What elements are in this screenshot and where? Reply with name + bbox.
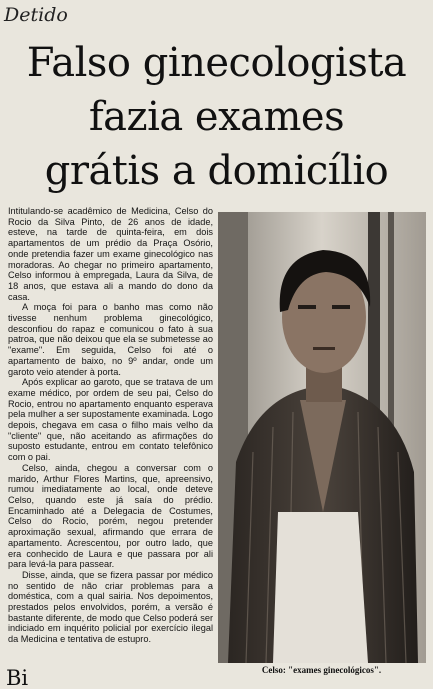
headline-line-3: grátis a domicílio [44, 148, 389, 194]
portrait-photo [218, 212, 426, 663]
article-paragraph-2: A moça foi para o banho mas como não tivesse nenhum problema ginecológico, desconfiou do rapaz e comunicou o fato à sua patroa, que não deixou que ela se submetesse ao "exame". Em seguida, Celso foi até o apartamento de baixo, no 9º andar, onde um garoto veio atender à porta. [8, 302, 213, 377]
article-paragraph-5: Disse, ainda, que se fizera passar por médico no sentido de não criar problemas para a doméstica, com a qual sairia. Nos depoimentos, prestados pelos envolvidos, porém, a versão é bastante diferente, de modo que Celso poderá ser indiciado em inquérito policial por exercício ilegal da Medicina e tentativa de estupro. [8, 569, 213, 645]
article-paragraph-4: Celso, ainda, chegou a conversar com o marido, Arthur Flores Martins, que, apreensivo, rumou imediatamente ao local, onde deteve Celso, quando este já saía do prédio. Encaminhado até a Delegacia de Costumes, Celso do Rocio, porém, negou pretender aproximação sexual, afirmando que errara de apartamento. Acrescentou, por outro lado, que era conhecido de Laura e que passara por ali para levá-la para passear. [8, 462, 213, 570]
headline-line-1: Falso ginecologista [26, 40, 407, 86]
article-paragraph-3: Após explicar ao garoto, que se tratava de um exame médico, por ordem de seu pai, Celso do Rocio, entrou no apartamento enquanto esperava pela mulher a ser supostamente examinada. Logo depois, chegava em casa o filho mais velho da "cliente" que, não aceitando as afirmações do suposto estudante, entrou em contato telefônico com o pai. [8, 377, 213, 463]
next-article-headline-fragment: Bi [6, 668, 29, 689]
photo-caption: Celso: "exames ginecológicos". [261, 665, 382, 675]
headline [0, 36, 433, 198]
headline-line-2: fazia exames [88, 94, 345, 140]
article-body [8, 206, 213, 645]
article-paragraph-1: Intitulando-se acadêmico de Medicina, Celso do Rocio da Silva Pinto, de 26 anos de idade, esteve, na tarde de quinta-feira, em dois apartamentos de um prédio da Praça Osório, onde pretendia fazer um exame ginecológico nas moradoras. Ao chegar no primeiro apartamento, Celso informou à empregada, Laura da Silva, de 18 anos, que estava ali a mando do dono da casa. [8, 206, 213, 302]
portrait-illustration [218, 212, 426, 663]
section-kicker: Detido [4, 4, 68, 26]
